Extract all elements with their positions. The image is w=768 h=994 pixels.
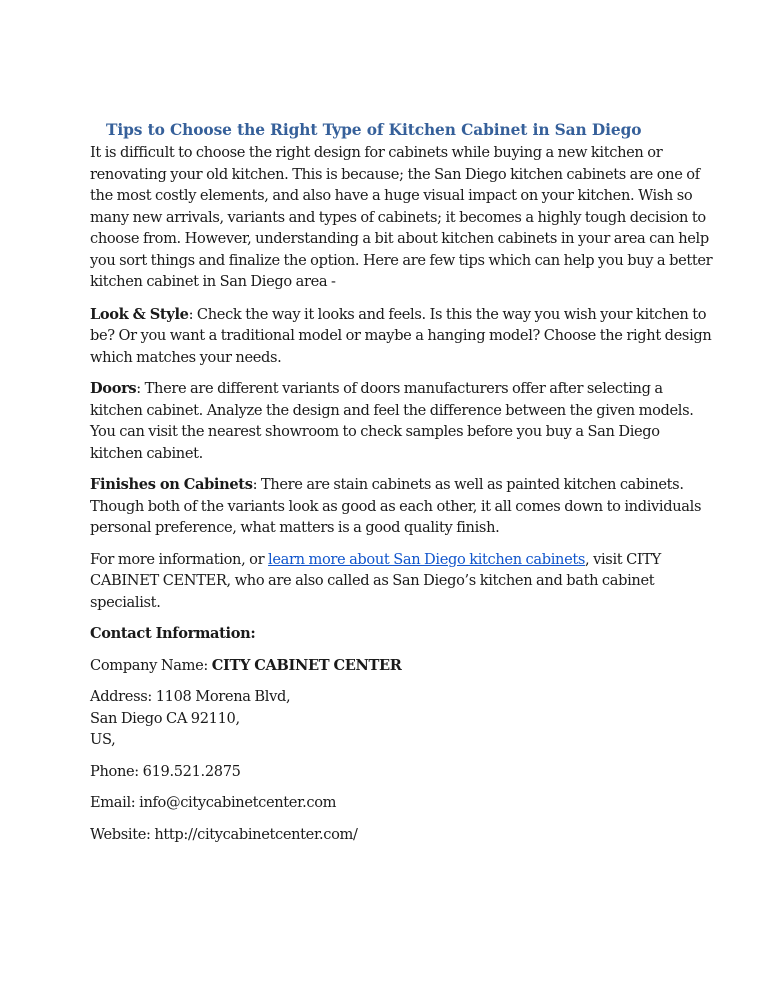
more-info-text: CABINET CENTER, who are also called as San Diego’s kitchen and bath cabinet bbox=[90, 572, 655, 589]
tip-text: be? Or you want a traditional model or maybe a hanging model? Choose the right design bbox=[90, 327, 712, 344]
website: Website: http://citycabinetcenter.com/ bbox=[90, 825, 358, 843]
tip-text: kitchen cabinet. bbox=[90, 444, 203, 462]
tip-text: : There are stain cabinets as well as painted kitchen cabinets. bbox=[252, 476, 684, 493]
tip-text: : Check the way it looks and feels. Is this the way you wish your kitchen to bbox=[188, 305, 707, 323]
tip-text: personal preference, what matters is a good quality finish. bbox=[90, 519, 500, 536]
more-info-text: specialist. bbox=[90, 593, 161, 611]
intro-line: renovating your old kitchen. This is because; the San Diego kitchen cabinets are one of bbox=[90, 165, 700, 183]
tip-finishes bbox=[90, 474, 702, 539]
intro-line: the most costly elements, and also have a huge visual impact on your kitchen. Wish so bbox=[90, 187, 693, 204]
document-page bbox=[90, 118, 713, 855]
company-name bbox=[90, 655, 690, 677]
page-title: Tips to Choose the Right Type of Kitchen Cabinet in San Diego bbox=[106, 121, 642, 139]
intro-paragraph bbox=[90, 142, 713, 293]
company-value: CITY CABINET CENTER bbox=[211, 656, 402, 674]
address-line: San Diego CA 92110, bbox=[90, 709, 240, 727]
company-label: Company Name: bbox=[90, 656, 212, 674]
tip-text: kitchen cabinet. Analyze the design and feel the difference between the given models. bbox=[90, 401, 694, 419]
tip-text: which matches your needs. bbox=[90, 348, 282, 366]
kitchen-cabinets-link[interactable]: learn more about San Diego kitchen cabinets bbox=[268, 550, 586, 568]
tip-label: Finishes on Cabinets bbox=[90, 476, 253, 493]
more-info-prefix: For more information, or bbox=[90, 550, 269, 568]
tip-label: Look & Style bbox=[90, 305, 189, 323]
tip-text: : There are different variants of doors manufacturers offer after selecting a bbox=[136, 380, 663, 397]
more-info-paragraph bbox=[90, 549, 690, 614]
address bbox=[90, 686, 690, 751]
tip-text: You can visit the nearest showroom to check samples before you buy a San Diego bbox=[90, 423, 660, 440]
intro-line: you sort things and finalize the option. Here are few tips which can help you buy a better bbox=[90, 251, 713, 269]
intro-line: kitchen cabinet in San Diego area - bbox=[90, 273, 336, 290]
email: Email: info@citycabinetcenter.com bbox=[90, 794, 337, 811]
address-line: Address: 1108 Morena Blvd, bbox=[90, 688, 291, 705]
phone: Phone: 619.521.2875 bbox=[90, 762, 241, 780]
tip-label: Doors bbox=[90, 380, 137, 397]
contact-heading: Contact Information: bbox=[90, 625, 256, 642]
tip-text: Though both of the variants look as good as each other, it all comes down to individuals bbox=[90, 497, 702, 515]
tip-doors bbox=[90, 378, 694, 464]
tip-look-style bbox=[90, 304, 712, 369]
intro-line: It is difficult to choose the right design for cabinets while buying a new kitchen or bbox=[90, 144, 663, 161]
intro-line: choose from. However, understanding a bit about kitchen cabinets in your area can help bbox=[90, 230, 709, 247]
more-info-suffix: , visit CITY bbox=[585, 550, 661, 568]
address-line: US, bbox=[90, 731, 116, 748]
intro-line: many new arrivals, variants and types of cabinets; it becomes a highly tough decision to bbox=[90, 208, 706, 226]
